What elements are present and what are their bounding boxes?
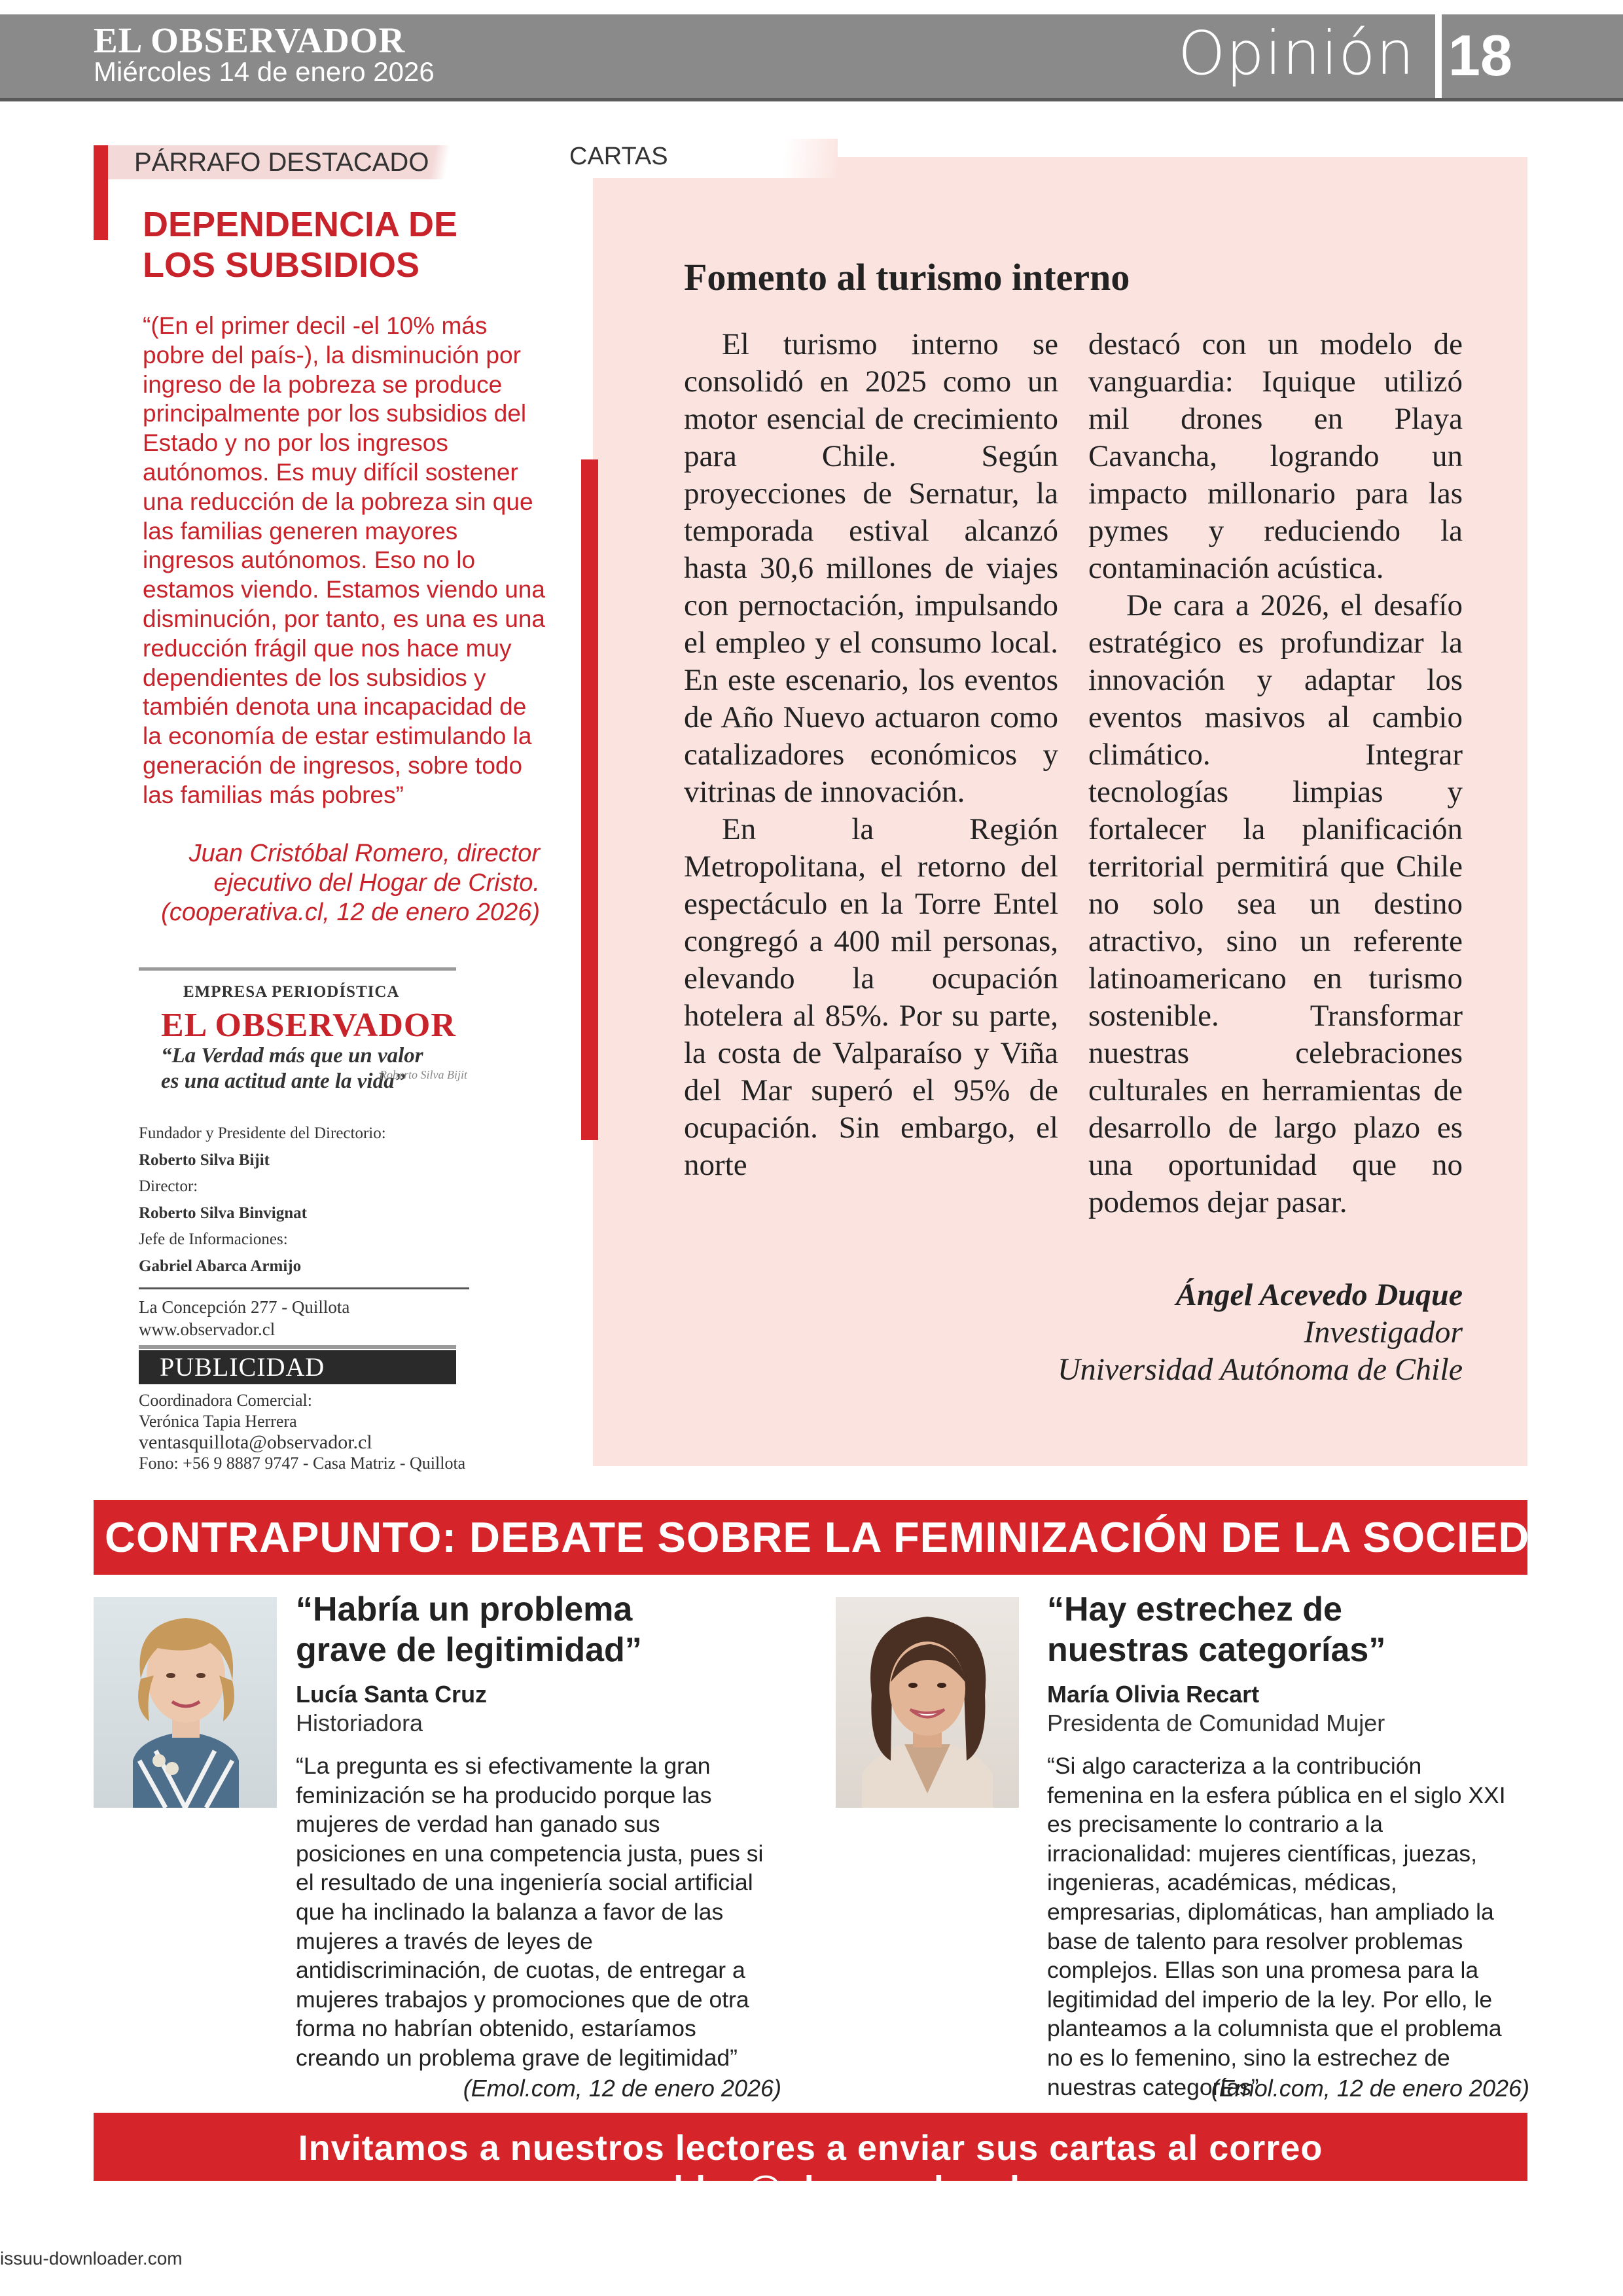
letter-paragraph: destacó con un modelo de vanguardia: Iquique utilizó mil drones en Playa Cavancha, logrando un impacto millonario para las pymes y reduciendo la contaminación acústica.: [1088, 327, 1463, 585]
letter-paragraph: De cara a 2026, el desafío estratégico es profundizar la innovación y adaptar los eventos masivos al cambio climático. Integrar tecnologías limpias y fortalecer la planificación territorial permitirá que Chile no solo sea un destino atractivo, sino un referente latinoamericano en turismo sostenible. Transformar nuestras celebraciones culturales en herramientas de desarrollo de largo plazo es una oportunidad que no podemos dejar pasar.: [1088, 588, 1463, 1219]
portrait-maria-olivia-recart: [836, 1597, 1019, 1808]
section-title: Opinión: [1178, 18, 1415, 88]
letter-title: Fomento al turismo interno: [684, 256, 1130, 298]
slogan-line: “La Verdad más que un valor: [161, 1044, 423, 1067]
portrait-lucia-santa-cruz: [94, 1597, 277, 1808]
contrapunto-left-headline: [296, 1589, 642, 1670]
highlight-attribution: [144, 839, 540, 927]
contrapunto-right-role: Presidenta de Comunidad Mujer: [1047, 1710, 1385, 1736]
source-watermark: issuu-downloader.com: [0, 2248, 183, 2269]
staff-name: Roberto Silva Bijit: [139, 1151, 270, 1169]
contact-phone: Fono: +56 9 8887 9747 - Casa Matriz - Quillota: [139, 1454, 466, 1473]
masthead-address: [139, 1296, 479, 1340]
headline-line: “Habría un problema: [296, 1590, 633, 1628]
advertising-contact: [139, 1390, 505, 1474]
headline-line: grave de legitimidad”: [296, 1631, 642, 1669]
advertising-rule: [139, 1345, 456, 1349]
issue-date: Miércoles 14 de enero 2026: [94, 56, 435, 87]
letter-column-1: [684, 326, 1058, 1184]
contrapunto-title: CONTRAPUNTO: DEBATE SOBRE LA FEMINIZACIÓN DE LA SOCIEDAD: [105, 1513, 1593, 1561]
address-line: La Concepción 277 - Quillota: [139, 1297, 350, 1317]
letter-signature: [1005, 1276, 1463, 1388]
letter-author: Ángel Acevedo Duque: [1175, 1278, 1463, 1312]
letter-author-org: Universidad Autónoma de Chile: [1057, 1352, 1463, 1387]
contact-name: Verónica Tapia Herrera: [139, 1412, 297, 1431]
staff-label: Fundador y Presidente del Directorio:: [139, 1124, 386, 1142]
highlight-title-line: DEPENDENCIA DE: [143, 205, 458, 244]
newspaper-name: EL OBSERVADOR: [94, 20, 406, 60]
highlight-label: PÁRRAFO DESTACADO: [134, 148, 429, 177]
letter-column-2: [1088, 326, 1463, 1221]
attribution-line: ejecutivo del Hogar de Cristo.: [213, 869, 540, 897]
contrapunto-right-source: (Emol.com, 12 de enero 2026): [1211, 2075, 1529, 2102]
website-link[interactable]: www.observador.cl: [139, 1319, 276, 1339]
contrapunto-left-role: Historiadora: [296, 1710, 423, 1736]
letters-accent-bar: [581, 459, 598, 1140]
letter-author-role: Investigador: [1304, 1315, 1463, 1350]
masthead-signature: Roberto Silva Bijit: [380, 1068, 467, 1081]
portrait-illustration: [94, 1597, 277, 1808]
contrapunto-right-name: María Olivia Recart: [1047, 1681, 1260, 1708]
highlight-quote: “(En el primer decil -el 10% más pobre del país-), la disminución por ingreso de la pobreza se produce principalmente por los subsidios del Estado y no por los ingresos autónomos. Es muy difícil sostener una reducción de la pobreza sin que las familias generen mayores ingresos autónomos. Eso no lo estamos viendo. Estamos viendo una disminución, por tanto, es una es una reducción frágil que nos hace muy dependientes de los subsidios y también denota una incapacidad de la economía de estar estimulando la generación de ingresos, sobre todo las familias más pobres”: [143, 312, 545, 808]
contrapunto-left-source: (Emol.com, 12 de enero 2026): [463, 2075, 781, 2102]
contact-label: Coordinadora Comercial:: [139, 1391, 312, 1410]
highlight-title: [143, 204, 483, 285]
page-number: 18: [1448, 23, 1512, 88]
slogan-line: es una actitud ante la vida”: [161, 1069, 406, 1093]
masthead-rule: [139, 967, 456, 971]
attribution-line: Juan Cristóbal Romero, director: [188, 840, 540, 867]
headline-line: “Hay estrechez de: [1047, 1590, 1342, 1628]
portrait-illustration: [836, 1597, 1019, 1808]
contrapunto-left-name: Lucía Santa Cruz: [296, 1681, 488, 1708]
masthead-rule-2: [139, 1287, 469, 1289]
contrapunto-right-quote: “Si algo caracteriza a la contribución femenina en la esfera pública en el siglo XXI es precisamente lo contrario a la irracionalidad: mujeres científicas, juezas, ingenieras, académicas, médicas, empresarias, diplomáticas, han ampliado la base de talento para resolver problemas complejos. Ellas son una promesa para la legitimidad del imperio de la ley. Por ello, le planteamos a la columnista que el problema no es lo femenino, sino la estrechez de nuestras categorías”: [1047, 1753, 1506, 2100]
attribution-line: (cooperativa.cl, 12 de enero 2026): [161, 899, 540, 926]
highlight-accent-bar: [94, 145, 108, 240]
staff-name: Gabriel Abarca Armijo: [139, 1257, 302, 1275]
headline-line: nuestras categorías”: [1047, 1631, 1386, 1669]
contrapunto-right-headline: [1047, 1589, 1385, 1670]
letter-paragraph: El turismo interno se consolidó en 2025 como un motor esencial de crecimiento para Chile. Según proyecciones de Sernatur, la temporada estival alcanzó hasta 30,6 millones de viajes con pernoctación, impulsando el empleo y el consumo local. En este escenario, los eventos de Año Nuevo actuaron como catalizadores económicos y vitrinas de innovación.: [684, 327, 1058, 809]
masthead-name: EL OBSERVADOR: [161, 1007, 456, 1044]
masthead-company: EMPRESA PERIODÍSTICA: [183, 983, 400, 1001]
letter-paragraph: En la Región Metropolitana, el retorno del espectáculo en la Torre Entel congregó a 400 mil personas, elevando la ocupación hotelera al 85%. Por su parte, la costa de Valparaíso y Viña del Mar superó el 95% de ocupación. Sin embargo, el norte: [684, 812, 1058, 1182]
staff-label: Director:: [139, 1177, 198, 1195]
staff-label: Jefe de Informaciones:: [139, 1230, 288, 1248]
contact-email[interactable]: ventasquillota@observador.cl: [139, 1431, 372, 1453]
header-divider: [0, 98, 1623, 101]
advertising-heading: PUBLICIDAD: [139, 1350, 456, 1384]
contrapunto-left-quote: “La pregunta es si efectivamente la gran feminización se ha producido porque las mujeres de verdad han ganado sus posiciones en una competencia justa, pues si el resultado de una ingeniería social artificial que ha inclinado la balanza a favor de las mujeres a través de leyes de antidiscriminación, de cuotas, de entregar a mujeres trabajos y promociones que de otra forma no habrían obtenido, estaríamos creando un problema grave de legitimidad”: [296, 1753, 764, 2071]
staff-name: Roberto Silva Binvignat: [139, 1204, 307, 1222]
invite-text: Invitamos a nuestros lectores a enviar sus cartas al correo mvaldes@observador.cl: [298, 2128, 1323, 2208]
letters-label: CARTAS: [569, 143, 668, 170]
header-separator: [1435, 14, 1442, 98]
masthead-staff: [139, 1121, 479, 1280]
highlight-title-line: LOS SUBSIDIOS: [143, 245, 420, 285]
